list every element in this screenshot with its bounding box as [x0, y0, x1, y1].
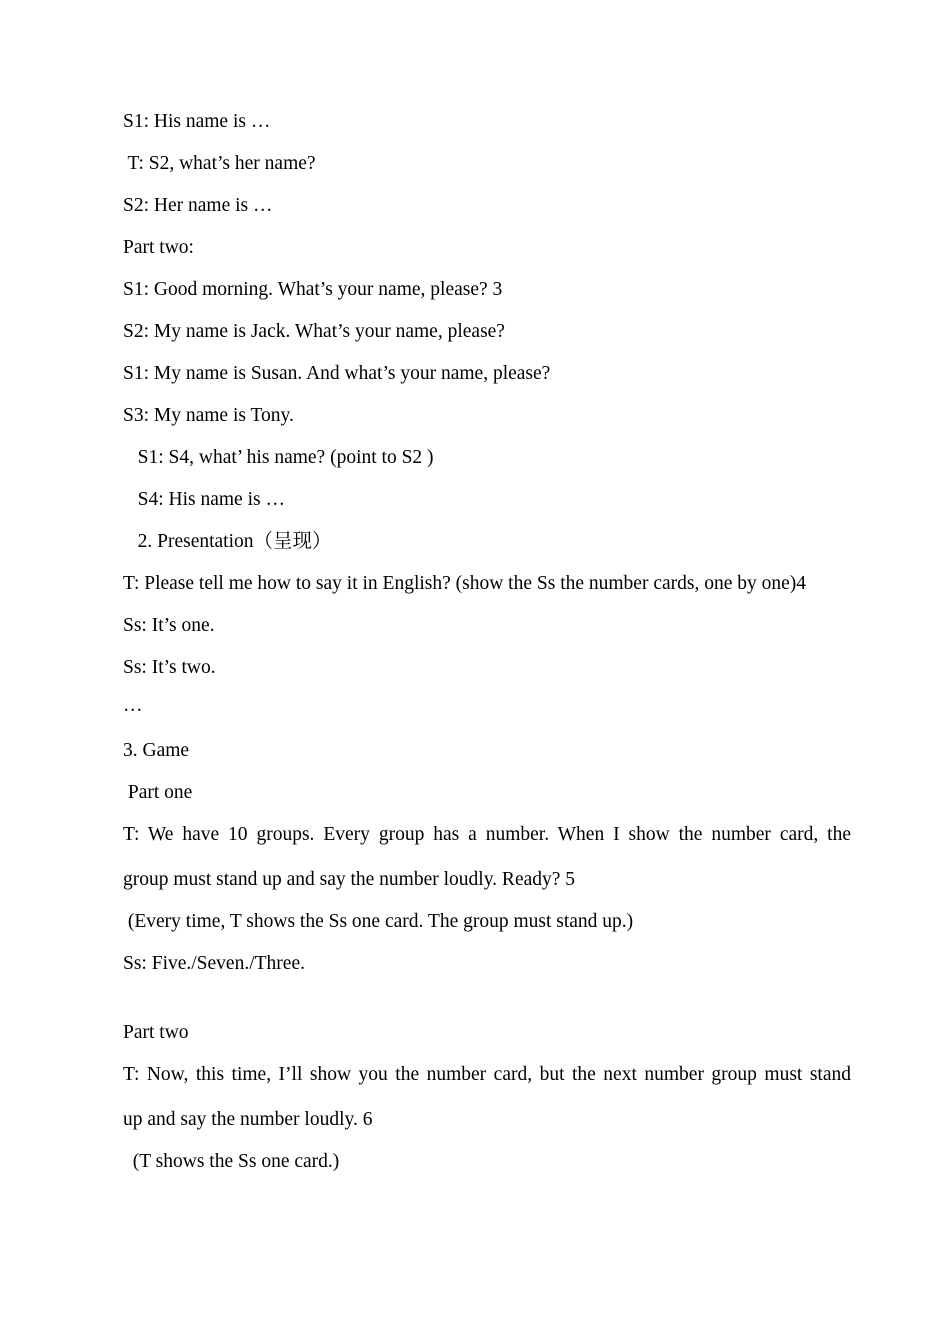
dialogue-line: S4: His name is … [123, 489, 285, 510]
dialogue-line: S1: My name is Susan. And what’s your name, please? [123, 363, 551, 384]
section-heading: 3. Game [123, 740, 190, 761]
dialogue-line: S2: Her name is … [123, 195, 273, 216]
dialogue-line: Ss: It’s one. [123, 615, 215, 636]
section-heading: 2. Presentation（呈现） [123, 531, 332, 552]
dialogue-line: T: Please tell me how to say it in English? (show the Ss the number cards, one by one)4 [123, 573, 807, 594]
dialogue-line: S2: My name is Jack. What’s your name, please? [123, 321, 505, 342]
section-heading: Part two [123, 1022, 189, 1043]
dialogue-line: Ss: Five./Seven./Three. [123, 953, 305, 974]
dialogue-line: S3: My name is Tony. [123, 405, 294, 426]
dialogue-line: S1: His name is … [123, 111, 271, 132]
ellipsis-line: … [123, 695, 143, 716]
dialogue-line: S1: S4, what’ his name? (point to S2 ) [123, 447, 434, 468]
dialogue-line: Ss: It’s two. [123, 657, 216, 678]
dialogue-line: T: S2, what’s her name? [123, 153, 316, 174]
section-heading: Part two: [123, 237, 194, 258]
stage-direction: (T shows the Ss one card.) [123, 1151, 340, 1172]
paragraph-line: group must stand up and say the number loudly. Ready? 5 [123, 869, 576, 890]
stage-direction: (Every time, T shows the Ss one card. The group must stand up.) [123, 911, 634, 932]
section-heading: Part one [123, 782, 193, 803]
paragraph-line: up and say the number loudly. 6 [123, 1109, 373, 1130]
dialogue-line: S1: Good morning. What’s your name, please? 3 [123, 279, 503, 300]
paragraph-line: T: We have 10 groups. Every group has a number. When I show the number card, the [123, 824, 851, 845]
paragraph-line: T: Now, this time, I’ll show you the number card, but the next number group must stand [123, 1064, 851, 1085]
